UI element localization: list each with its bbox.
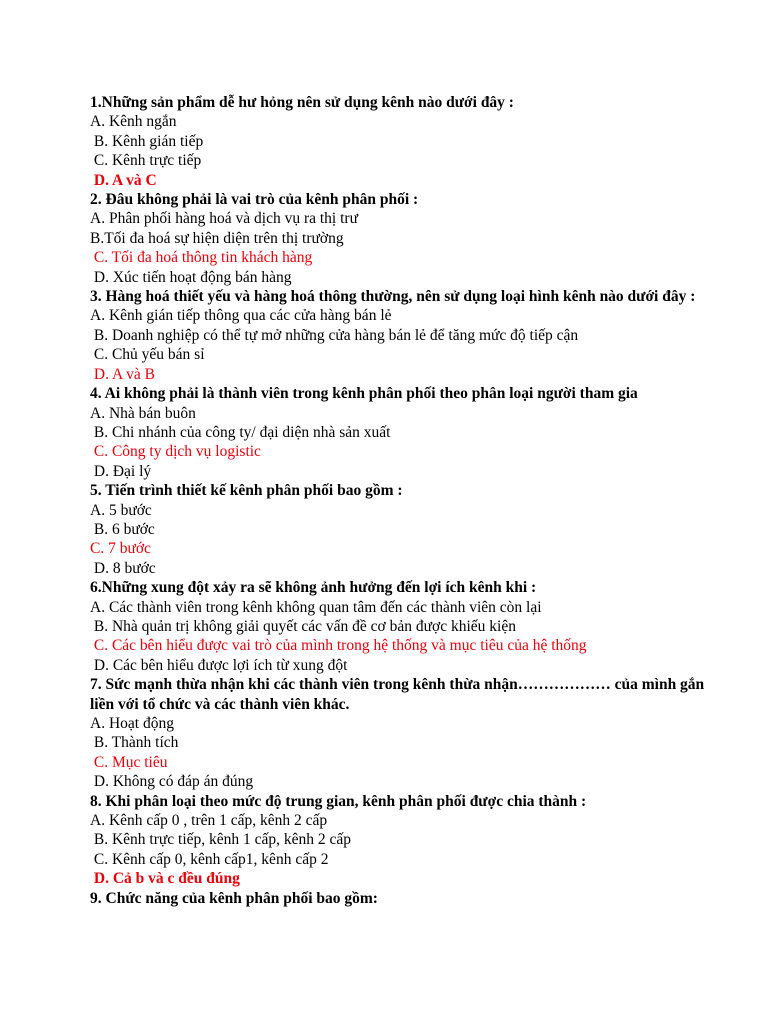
- question-text: 4. Ai không phải là thành viên trong kênh phân phối theo phân loại người tham gia: [90, 385, 638, 403]
- correct-answer-option: C. Công ty dịch vụ logistic: [90, 443, 261, 461]
- correct-answer-option: C. Các bên hiểu được vai trò của mình trong hệ thống và mục tiêu của hệ thống: [90, 637, 587, 655]
- question-block: [90, 287, 730, 384]
- question-text: 2. Đâu không phải là vai trò của kênh phân phối :: [90, 191, 419, 209]
- answer-option: B. Kênh gián tiếp: [90, 132, 204, 150]
- answer-option: A. 5 bước: [90, 501, 152, 519]
- question-text: 3. Hàng hoá thiết yếu và hàng hoá thông thường, nên sử dụng loại hình kênh nào dưới đây :: [90, 288, 696, 306]
- answer-option: B. Doanh nghiệp có thể tự mở những cửa hàng bán lẻ để tăng mức độ tiếp cận: [90, 326, 579, 344]
- correct-answer-option: C. Mục tiêu: [90, 753, 168, 771]
- answer-option: B. Thành tích: [90, 734, 179, 752]
- question-text: 6.Những xung đột xảy ra sẽ không ảnh hưởng đến lợi ích kênh khi :: [90, 579, 537, 597]
- answer-option: D. 8 bước: [90, 559, 156, 577]
- answer-option: A. Các thành viên trong kênh không quan tâm đến các thành viên còn lại: [90, 598, 542, 616]
- question-text: 9. Chức năng của kênh phân phối bao gồm:: [90, 889, 378, 907]
- question-block: [90, 792, 730, 889]
- question-block: [90, 675, 730, 791]
- question-text: 5. Tiến trình thiết kế kênh phân phối bao gồm :: [90, 482, 403, 500]
- question-text: 7. Sức mạnh thừa nhận khi các thành viên trong kênh thừa nhận……………… của mình gắn liền với tổ chức và các thành viên khác.: [90, 676, 705, 713]
- question-block: [90, 190, 730, 287]
- answer-option: A. Kênh cấp 0 , trên 1 cấp, kênh 2 cấp: [90, 812, 328, 830]
- answer-option: B. Kênh trực tiếp, kênh 1 cấp, kênh 2 cấp: [90, 831, 352, 849]
- answer-option: A. Kênh gián tiếp thông qua các cửa hàng bán lẻ: [90, 307, 392, 325]
- correct-answer-option: D. A và C: [90, 171, 157, 189]
- answer-option: A. Kênh ngắn: [90, 113, 177, 131]
- answer-option: D. Không có đáp án đúng: [90, 773, 254, 791]
- correct-answer-option: D. Cả b và c đều đúng: [90, 870, 240, 888]
- question-block: [90, 93, 730, 190]
- answer-option: B.Tối đa hoá sự hiện diện trên thị trường: [90, 229, 344, 247]
- answer-option: D. Các bên hiểu được lợi ích từ xung đột: [90, 656, 348, 674]
- answer-option: B. Chi nhánh của công ty/ đại diện nhà sản xuất: [90, 423, 391, 441]
- answer-option: C. Chủ yếu bán sỉ: [90, 346, 205, 364]
- answer-option: B. 6 bước: [90, 520, 155, 538]
- question-block: [90, 384, 730, 481]
- answer-option: C. Kênh cấp 0, kênh cấp1, kênh cấp 2: [90, 850, 329, 868]
- question-block: [90, 578, 730, 675]
- question-block: [90, 889, 730, 908]
- correct-answer-option: C. 7 bước: [90, 540, 151, 558]
- answer-option: B. Nhà quản trị không giải quyết các vấn đề cơ bản được khiếu kiện: [90, 617, 516, 635]
- answer-option: A. Nhà bán buôn: [90, 404, 196, 422]
- document-page: [90, 93, 730, 908]
- question-block: [90, 481, 730, 578]
- answer-option: D. Xúc tiến hoạt động bán hàng: [90, 268, 292, 286]
- answer-option: A. Hoạt động: [90, 715, 174, 732]
- question-text: 8. Khi phân loại theo mức độ trung gian, kênh phân phối được chia thành :: [90, 792, 587, 810]
- answer-option: D. Đại lý: [90, 462, 152, 480]
- question-text: 1.Những sản phẩm dễ hư hỏng nên sử dụng kênh nào dưới đây :: [90, 94, 514, 111]
- answer-option: C. Kênh trực tiếp: [90, 152, 202, 170]
- answer-option: A. Phân phối hàng hoá và dịch vụ ra thị trư: [90, 210, 358, 228]
- correct-answer-option: D. A và B: [90, 365, 156, 383]
- correct-answer-option: C. Tối đa hoá thông tin khách hàng: [90, 249, 313, 267]
